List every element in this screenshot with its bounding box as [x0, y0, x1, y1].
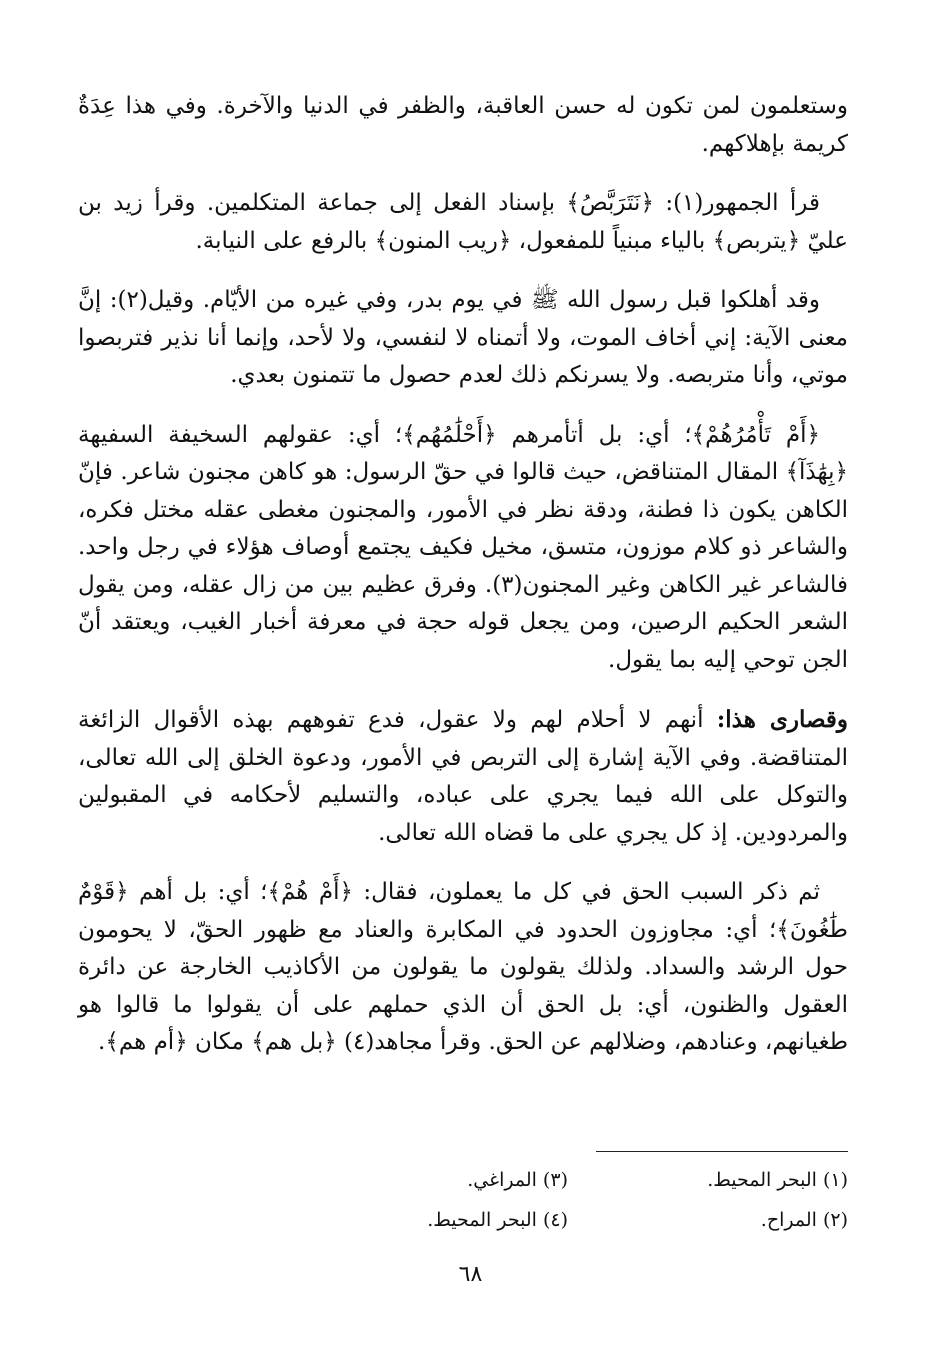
footnote-2: (٢) المراح. [760, 1209, 848, 1231]
paragraph-3: وقد أهلكوا قبل رسول الله ﷺ في يوم بدر، وفي غيره من الأيّام. وقيل(٢): إنَّ معنى الآية: إني أخاف الموت، ولا أتمناه لا لنفسي، ولا لأحد، وإنما أنا نذير فتربصوا موتي، وأنا متربصه. ولا يسرنكم ذلك لعدم حصول ما تتمنون بعدي. [78, 287, 848, 388]
paragraph-2: قرأ الجمهور(١): ﴿نَتَرَبَّصُ﴾ بإسناد الفعل إلى جماعة المتكلمين. وقرأ زيد بن عليّ ﴿يتربص﴾ بالياء مبنياً للمفعول، ﴿ريب المنون﴾ بالرفع على النيابة. [78, 190, 848, 254]
summary-text: أنهم لا أحلام لهم ولا عقول، فدع تفوههم بهذه الأقوال الزائغة المتناقضة. وفي الآية إشارة إلى التربص في الأمور، ودعوة الخلق إلى الله تعالى، والتوكل على الله فيما يجري على عباده، والتسليم لأحكامه في المقبولين والمردودين. إذ كل يجري على ما قضاه الله تعالى. [78, 707, 848, 846]
footnotes [288, 1165, 848, 1235]
paragraph-5 [78, 701, 848, 852]
page-body [78, 88, 848, 1084]
paragraph-4: ﴿أَمْ تَأْمُرُهُمْ﴾؛ أي: بل أتأمرهم ﴿أَحْلَٰمُهُم﴾؛ أي: عقولهم السخيفة السفيهة ﴿بِهَٰذَآ﴾ المقال المتناقض، حيث قالوا في حقّ الرسول: هو كاهن مجنون شاعر. فإنّ الكاهن يكون ذا فطنة، ودقة نظر في الأمور، والمجنون مغطى عقله مختل فكره، والشاعر ذو كلام موزون، متسق، مخيل فكيف يجتمع أوصاف هؤلاء في رجل واحد. فالشاعر غير الكاهن وغير المجنون(٣). وفرق عظيم بين من زال عقله، ومن يقول الشعر الحكيم الرصين، ومن يجعل قوله حجة في معرفة أخبار الغيب، ويعتقد أنّ الجن توحي إليه بما يقول. [78, 421, 848, 673]
footnote-3: (٣) المراغي. [467, 1169, 568, 1191]
summary-lead: وقصارى هذا: [716, 706, 848, 733]
footnote-1: (١) البحر المحيط. [707, 1169, 848, 1191]
paragraph-1: وستعلمون لمن تكون له حسن العاقبة، والظفر في الدنيا والآخرة. وفي هذا عِدَةٌ كريمة بإهلاكهم. [78, 93, 848, 157]
page-number: ٦٨ [458, 1262, 483, 1287]
paragraph-6: ثم ذكر السبب الحق في كل ما يعملون، فقال: ﴿أَمْ هُمْ﴾؛ أي: بل أهم ﴿قَوْمٌ طَٰغُونَ﴾؛ أي: مجاوزون الحدود في المكابرة والعناد مع ظهور الحقّ، لا يحومون حول الرشد والسداد. ولذلك يقولون ما يقولون من الأكاذيب الخارجة عن دائرة العقول والظنون، أي: بل الحق أن الذي حملهم على أن يقولوا ما قالوا هو طغيانهم، وعنادهم، وضلالهم عن الحق. وقرأ مجاهد(٤) ﴿بل هم﴾ مكان ﴿أم هم﴾. [78, 879, 848, 1055]
footnote-divider [596, 1151, 848, 1152]
footnote-4: (٤) البحر المحيط. [427, 1209, 568, 1231]
